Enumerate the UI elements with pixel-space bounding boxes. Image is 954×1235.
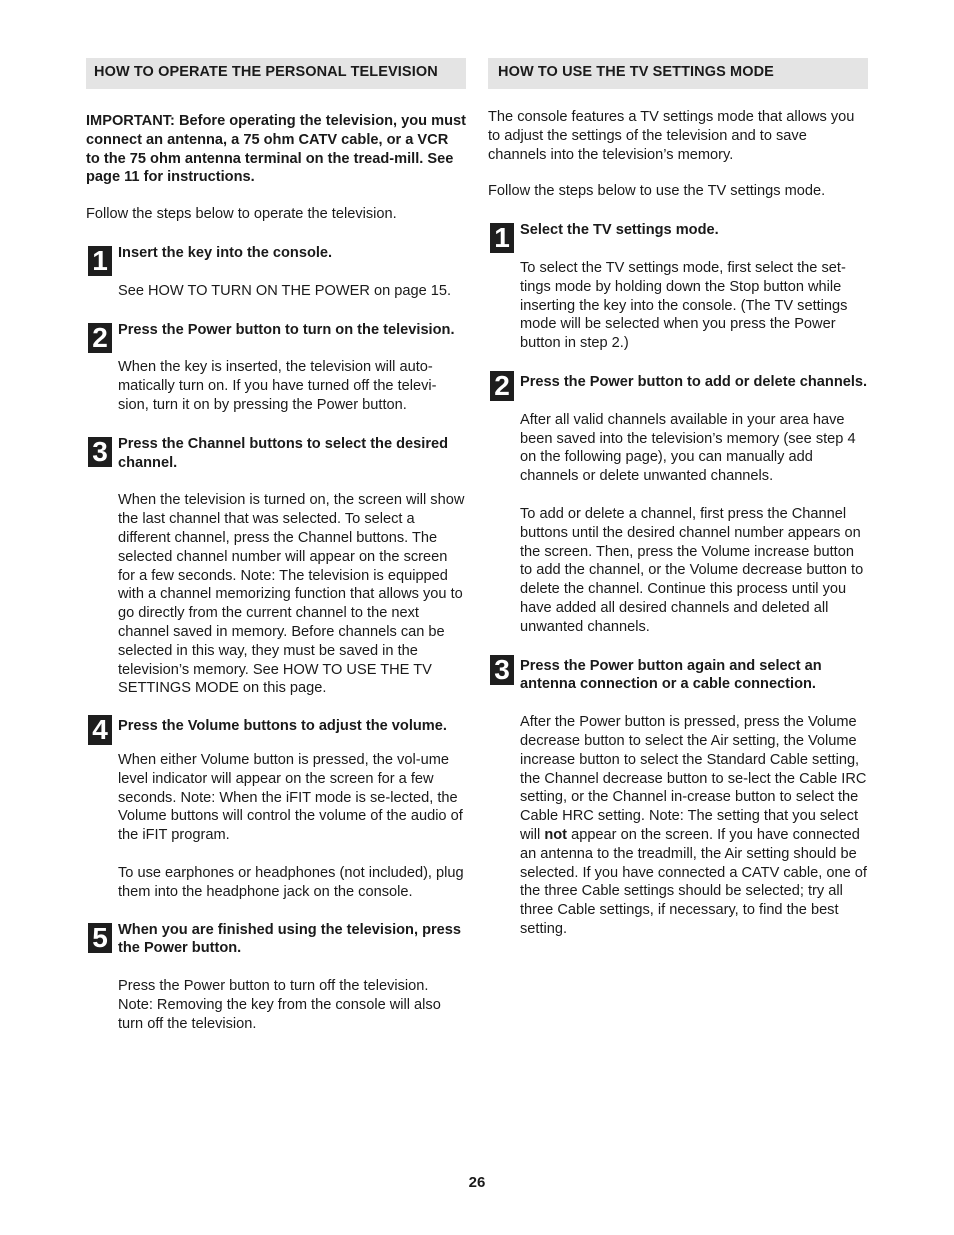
step-title: Press the Power button to add or delete channels. bbox=[520, 373, 868, 390]
step-title: When you are finished using the television, press the Power button. bbox=[118, 921, 462, 957]
important-notice: IMPORTANT: Before operating the television, you must connect an antenna, a 75 ohm CATV cable, or a VCR to the 75 ohm antenna terminal on the tread-mill. See page 11 for instructions. bbox=[86, 113, 467, 186]
step-number: 2 bbox=[88, 323, 112, 353]
step-body: To add or delete a channel, first press the Channel buttons until the desired channel number appears on the screen. Then, press the Volume increase button to add the channel, or the Volume decrease button to delete the channel. Continue this process until you have added all desired channels and deleted all unwanted channels. bbox=[520, 505, 864, 635]
step-title: Press the Volume buttons to adjust the volume. bbox=[118, 718, 447, 735]
step-number: 1 bbox=[88, 246, 112, 276]
step-body-text: appear on the screen. If you have connected an antenna to the treadmill, the Air setting should be selected. If you have connected a CATV cable, one of the three Cable settings should be selected; try all three Cable settings, if necessary, to find the best setting. bbox=[520, 826, 867, 937]
step-3 bbox=[86, 435, 466, 698]
step-number: 4 bbox=[88, 715, 112, 745]
step-title: Press the Power button to turn on the television. bbox=[118, 321, 455, 338]
step-body: See HOW TO TURN ON THE POWER on page 15. bbox=[118, 282, 452, 299]
step-body: When the key is inserted, the television will auto-matically turn on. If you have turned off the televi-sion, turn it on by pressing the Power button. bbox=[118, 359, 437, 413]
section-header-operate-tv: HOW TO OPERATE THE PERSONAL TELEVISION bbox=[86, 58, 466, 89]
right-column bbox=[488, 58, 868, 939]
step-5 bbox=[86, 921, 466, 1034]
step-1 bbox=[488, 221, 868, 353]
step-body: Press the Power button to turn off the television. Note: Removing the key from the console will also turn off the television. bbox=[118, 978, 441, 1032]
step-number: 5 bbox=[88, 923, 112, 953]
step-4 bbox=[86, 714, 466, 901]
intro-text: The console features a TV settings mode that allows you to adjust the settings of the television and to save channels into the television’s memory. bbox=[488, 109, 855, 163]
step-body bbox=[520, 713, 868, 939]
intro-text: Follow the steps below to operate the television. bbox=[86, 206, 397, 223]
step-2 bbox=[86, 321, 466, 415]
step-title: Select the TV settings mode. bbox=[520, 222, 719, 239]
left-column bbox=[86, 58, 466, 1033]
step-number: 3 bbox=[88, 437, 112, 467]
step-body: To use earphones or headphones (not included), plug them into the headphone jack on the console. bbox=[118, 864, 464, 900]
intro-text: Follow the steps below to use the TV settings mode. bbox=[488, 183, 826, 200]
step-title: Press the Power button again and select an antenna connection or a cable connection. bbox=[520, 657, 822, 693]
step-body: After all valid channels available in your area have been saved into the television’s memory (see step 4 on the following page), you can manually add channels or delete unwanted channels. bbox=[520, 411, 856, 485]
step-number: 3 bbox=[490, 655, 514, 685]
step-3 bbox=[488, 653, 868, 939]
step-number: 1 bbox=[490, 223, 514, 253]
page-number: 26 bbox=[468, 1174, 486, 1191]
step-body: To select the TV settings mode, first select the set-tings mode by holding down the Stop button while inserting the key into the console. (The TV settings mode will be selected when you press the Power button in step 2.) bbox=[520, 259, 848, 352]
emphasis-text: not bbox=[544, 826, 568, 843]
step-title: Insert the key into the console. bbox=[118, 244, 333, 261]
step-number: 2 bbox=[490, 371, 514, 401]
step-body: When either Volume button is pressed, the vol-ume level indicator will appear on the screen for a few seconds. Note: When the iFIT mode is se-lected, the Volume buttons will control the volume of the audio of the iFIT program. bbox=[118, 751, 463, 844]
step-body: When the television is turned on, the screen will show the last channel that was selected. To select a different channel, press the Channel buttons. The selected channel number will appear on the screen for a few seconds. Note: The television is equipped with a channel memorizing function that allows you to go directly from the current channel to the next channel saved in memory. Before channels can be selected in this way, they must be saved in the television’s memory. See HOW TO USE THE TV SETTINGS MODE on this page. bbox=[118, 492, 465, 697]
step-title: Press the Channel buttons to select the desired channel. bbox=[118, 435, 449, 471]
step-1 bbox=[86, 244, 466, 301]
section-header-tv-settings: HOW TO USE THE TV SETTINGS MODE bbox=[488, 58, 868, 89]
step-2 bbox=[488, 369, 868, 637]
step-body-text: After the Power button is pressed, press the Volume decrease button to select the Air setting, the Volume increase button to select the Standard Cable setting, the Channel decrease button to se-lect the Cable IRC setting, or the Channel in-crease button to select the Cable HRC setting. Note: The setting that you select will bbox=[520, 714, 867, 843]
